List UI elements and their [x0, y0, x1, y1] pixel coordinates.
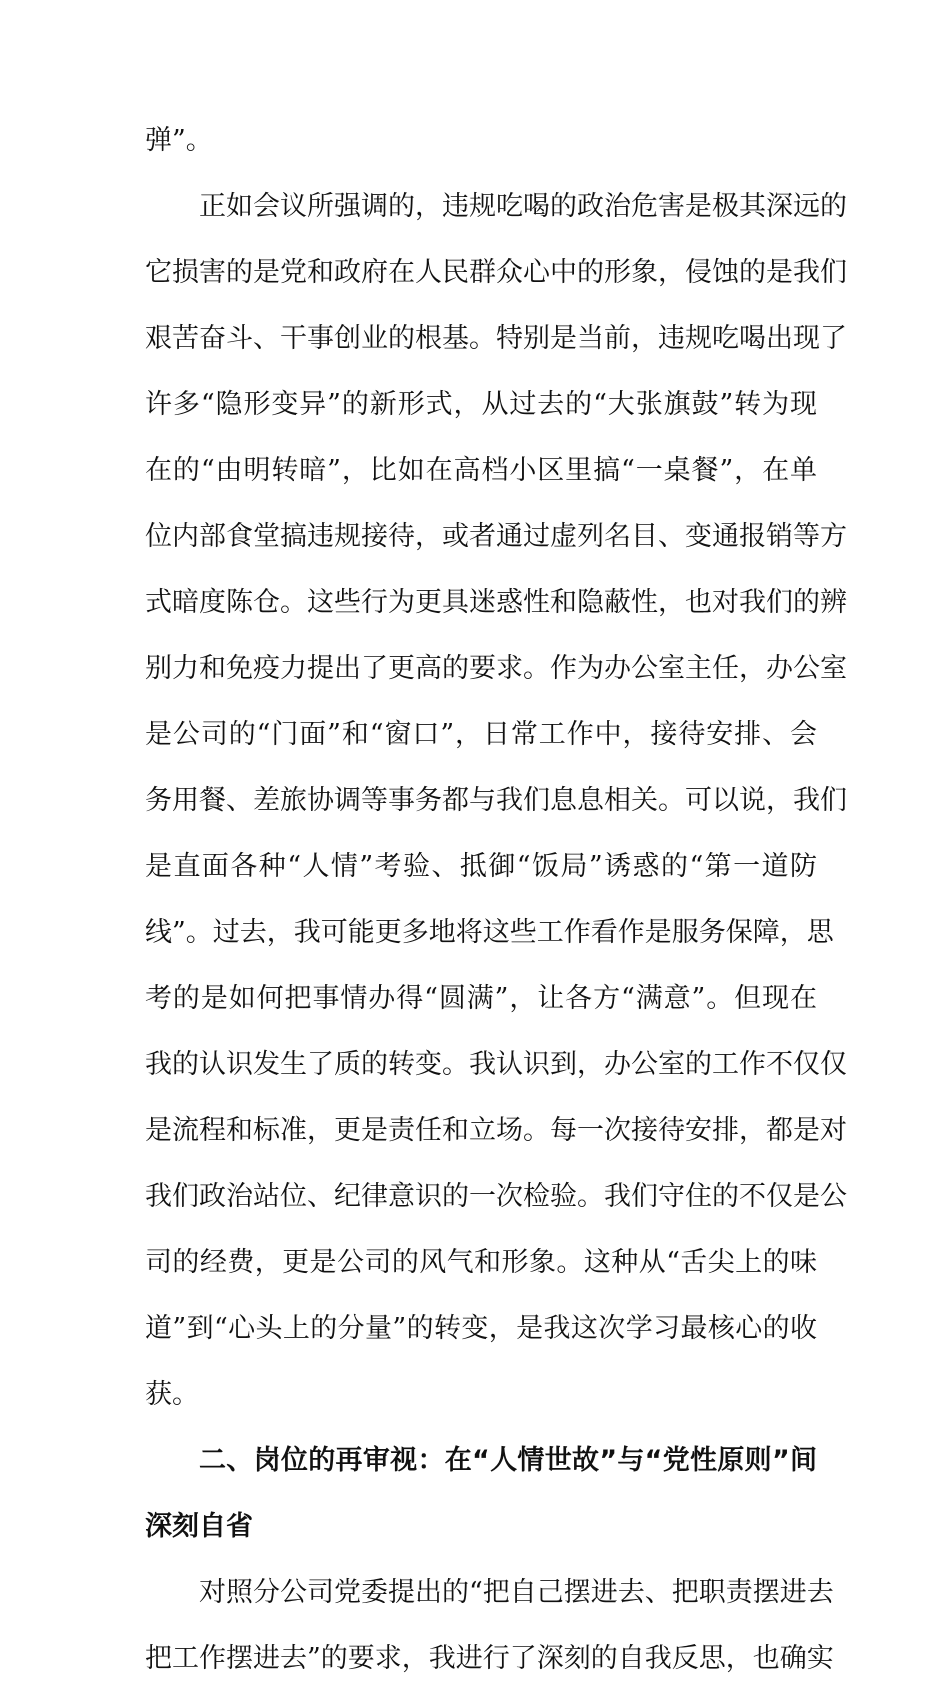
text-line: 别力和免疫力提出了更高的要求。作为办公室主任，办公室: [145, 653, 847, 684]
text-line: 是直面各种“人情”考验、抵御“饭局”诱惑的“第一道防: [145, 851, 817, 882]
document-body: [145, 108, 847, 1692]
text-line: 许多“隐形变异”的新形式，从过去的“大张旗鼓”转为现: [145, 389, 817, 420]
section-heading-continued: 深刻自省: [145, 1511, 253, 1542]
text-line: 道”到“心头上的分量”的转变，是我这次学习最核心的收: [145, 1313, 817, 1344]
text-line: 我们政治站位、纪律意识的一次检验。我们守住的不仅是公: [145, 1181, 847, 1212]
text-line: 在的“由明转暗”，比如在高档小区里搞“一桌餐”，在单: [145, 455, 817, 486]
text-line: 对照分公司党委提出的“把自己摆进去、把职责摆进去: [199, 1577, 834, 1608]
text-line: 务用餐、差旅协调等事务都与我们息息相关。可以说，我们: [145, 785, 847, 816]
text-line: 艰苦奋斗、干事创业的根基。特别是当前，违规吃喝出现了: [145, 323, 847, 354]
text-line: 正如会议所强调的，违规吃喝的政治危害是极其深远的: [199, 191, 847, 222]
text-line: 是公司的“门面”和“窗口”，日常工作中，接待安排、会: [145, 719, 817, 750]
text-line: 线”。过去，我可能更多地将这些工作看作是服务保障，思: [145, 917, 834, 948]
section-heading: 二、岗位的再审视：在“人情世故”与“党性原则”间: [199, 1445, 817, 1476]
text-line: 是流程和标准，更是责任和立场。每一次接待安排，都是对: [145, 1115, 847, 1146]
text-line: 式暗度陈仓。这些行为更具迷惑性和隐蔽性，也对我们的辨: [145, 587, 847, 618]
text-line: 司的经费，更是公司的风气和形象。这种从“舌尖上的味: [145, 1247, 817, 1278]
text-line: 考的是如何把事情办得“圆满”，让各方“满意”。但现在: [145, 983, 817, 1014]
text-line: 我的认识发生了质的转变。我认识到，办公室的工作不仅仅: [145, 1049, 847, 1080]
text-line: 把工作摆进去”的要求，我进行了深刻的自我反思，也确实: [145, 1643, 834, 1674]
text-line: 位内部食堂搞违规接待，或者通过虚列名目、变通报销等方: [145, 521, 847, 552]
text-line: 它损害的是党和政府在人民群众心中的形象，侵蚀的是我们: [145, 257, 847, 288]
text-line: 获。: [145, 1379, 199, 1410]
text-line: 弹”。: [145, 125, 213, 156]
